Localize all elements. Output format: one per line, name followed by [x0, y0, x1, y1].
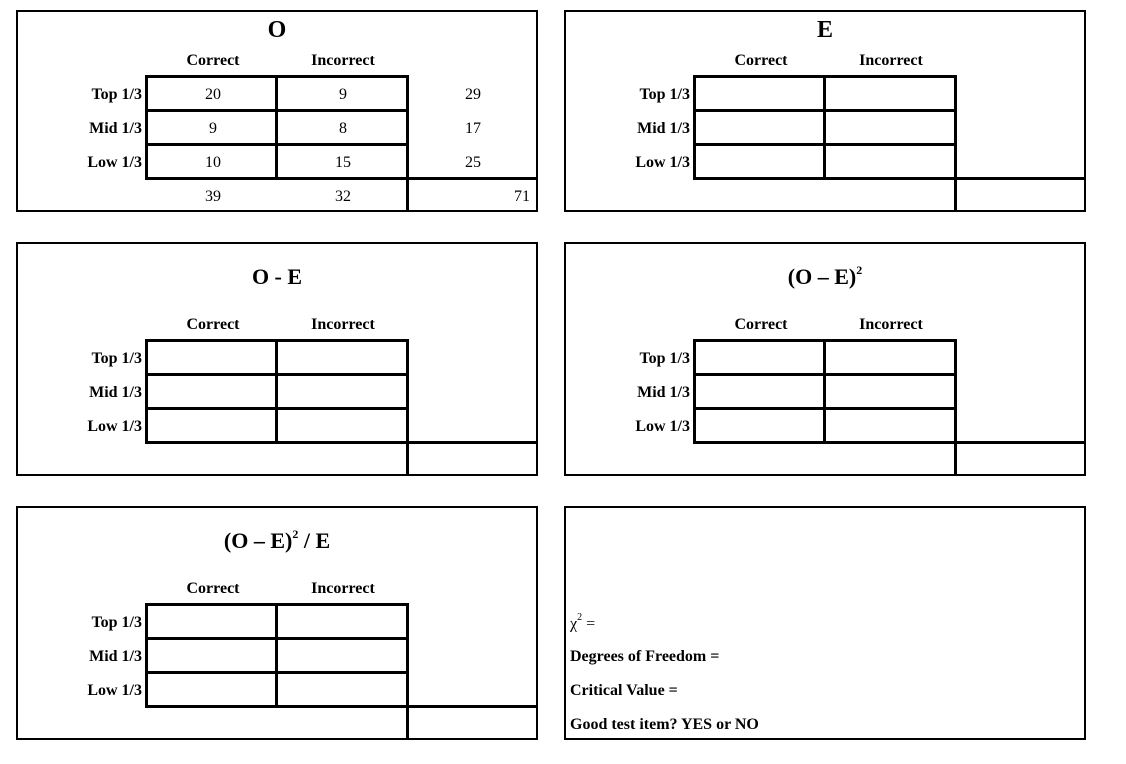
- col-header-correct: Correct: [186, 580, 240, 597]
- divider: [406, 705, 538, 708]
- table-cell: [145, 407, 278, 444]
- table-cell: [693, 407, 826, 444]
- row-label-low: Low 1/3: [87, 682, 142, 699]
- o-minus-e-panel: [16, 242, 538, 476]
- table-cell: [693, 339, 826, 376]
- row-label-top: Top 1/3: [639, 350, 690, 367]
- chi-exponent: 2: [577, 612, 583, 623]
- observed-value: 10: [205, 154, 221, 171]
- row-label-low: Low 1/3: [87, 154, 142, 171]
- table-cell: [145, 637, 278, 674]
- observed-value: 8: [339, 120, 347, 137]
- table-cell: [693, 109, 826, 146]
- table-cell: [823, 109, 957, 146]
- row-total: 17: [465, 120, 481, 137]
- row-label-mid: Mid 1/3: [89, 384, 142, 401]
- title-exponent: 2: [292, 526, 299, 541]
- col-header-incorrect: Incorrect: [311, 316, 375, 333]
- row-label-low: Low 1/3: [635, 154, 690, 171]
- col-header-incorrect: Incorrect: [311, 52, 375, 69]
- table-cell: [823, 407, 957, 444]
- table-cell: [275, 603, 409, 640]
- table-cell: [823, 339, 957, 376]
- row-label-top: Top 1/3: [91, 86, 142, 103]
- col-header-incorrect: Incorrect: [859, 316, 923, 333]
- row-label-top: Top 1/3: [91, 350, 142, 367]
- observed-value: 15: [335, 154, 351, 171]
- table-cell: [275, 373, 409, 410]
- degrees-of-freedom-line: Degrees of Freedom =: [570, 648, 720, 665]
- divider: [954, 177, 957, 212]
- table-cell: [145, 671, 278, 708]
- col-header-incorrect: Incorrect: [311, 580, 375, 597]
- row-label-mid: Mid 1/3: [89, 648, 142, 665]
- table-cell: [693, 373, 826, 410]
- table-cell: [275, 637, 409, 674]
- good-test-item-line: Good test item? YES or NO: [570, 716, 759, 733]
- chi-symbol: χ: [570, 615, 578, 633]
- col-header-correct: Correct: [734, 52, 788, 69]
- observed-panel: [16, 10, 538, 212]
- chi-component-panel: [16, 506, 538, 740]
- panel-title: E: [816, 17, 833, 43]
- row-total: 29: [465, 86, 481, 103]
- chi-equals: =: [582, 615, 596, 633]
- table-cell: [823, 143, 957, 180]
- table-cell: [275, 671, 409, 708]
- title-suffix: / E: [298, 528, 331, 553]
- title-text: (O – E): [787, 264, 857, 289]
- panel-title: [566, 264, 1084, 290]
- panel-title: [18, 528, 536, 554]
- table-cell: [693, 75, 826, 112]
- row-label-mid: Mid 1/3: [89, 120, 142, 137]
- expected-panel: [564, 10, 1086, 212]
- table-cell: [823, 373, 957, 410]
- critical-value-line: Critical Value =: [570, 682, 678, 699]
- table-cell: [275, 407, 409, 444]
- table-cell: [145, 339, 278, 376]
- col-header-correct: Correct: [186, 316, 240, 333]
- divider: [406, 177, 409, 212]
- observed-value: 9: [209, 120, 217, 137]
- row-total: 25: [465, 154, 481, 171]
- table-cell: [693, 143, 826, 180]
- row-label-low: Low 1/3: [635, 418, 690, 435]
- row-label-low: Low 1/3: [87, 418, 142, 435]
- divider: [954, 177, 1086, 180]
- o-minus-e-squared-panel: [564, 242, 1086, 476]
- title-exponent: 2: [856, 262, 863, 277]
- divider: [406, 177, 538, 180]
- col-total: 39: [205, 188, 221, 205]
- panel-title: O - E: [251, 264, 303, 289]
- row-label-top: Top 1/3: [91, 614, 142, 631]
- divider: [406, 441, 538, 444]
- observed-value: 20: [205, 86, 221, 103]
- chi-square-line: [570, 614, 595, 633]
- title-text: (O – E): [223, 528, 293, 553]
- col-header-correct: Correct: [186, 52, 240, 69]
- table-cell: [145, 603, 278, 640]
- table-cell: [145, 373, 278, 410]
- col-header-correct: Correct: [734, 316, 788, 333]
- divider: [954, 441, 957, 476]
- divider: [406, 705, 409, 740]
- observed-value: 9: [339, 86, 347, 103]
- table-cell: [275, 339, 409, 376]
- grand-total: 71: [514, 188, 530, 205]
- col-header-incorrect: Incorrect: [859, 52, 923, 69]
- row-label-mid: Mid 1/3: [637, 384, 690, 401]
- row-label-top: Top 1/3: [639, 86, 690, 103]
- row-label-mid: Mid 1/3: [637, 120, 690, 137]
- table-cell: [823, 75, 957, 112]
- summary-panel: [564, 506, 1086, 740]
- col-total: 32: [335, 188, 351, 205]
- divider: [954, 441, 1086, 444]
- panel-title: O: [267, 17, 287, 43]
- divider: [406, 441, 409, 476]
